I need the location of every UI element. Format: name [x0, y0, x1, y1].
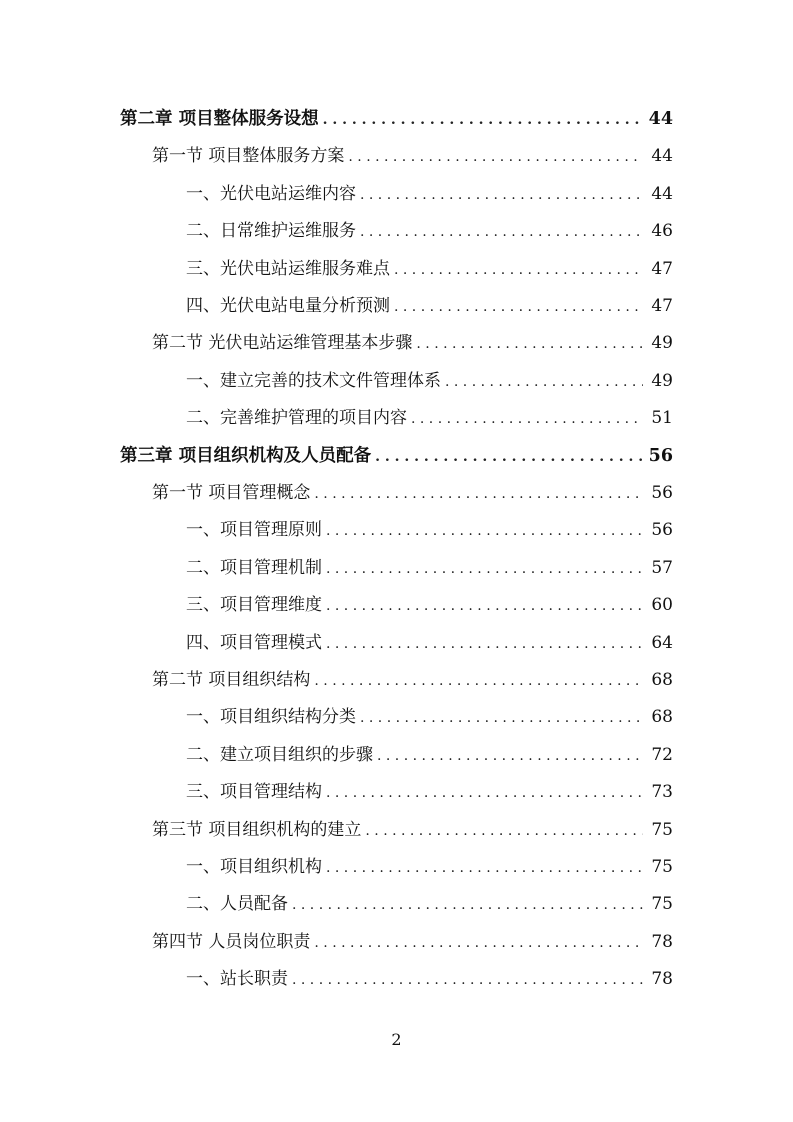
toc-entry[interactable]: [186, 292, 673, 320]
toc-page-number: 56: [648, 445, 673, 466]
toc-page-number: 47: [651, 296, 673, 316]
toc-entry[interactable]: [186, 404, 673, 432]
toc-title: 二、项目管理机制: [186, 557, 322, 578]
toc-title: 一、项目组织机构: [186, 857, 322, 877]
leader-dots: [348, 143, 643, 171]
toc-title: 三、项目管理结构: [186, 782, 322, 803]
toc-entry[interactable]: [186, 741, 673, 769]
leader-dots: [326, 555, 643, 583]
leader-dots: [360, 218, 643, 246]
toc-entry[interactable]: [186, 778, 673, 806]
toc-title: 第三节 项目组织机构的建立: [152, 819, 362, 840]
leader-dots: [411, 405, 643, 433]
toc-title: 一、光伏电站运维内容: [186, 183, 356, 204]
toc-entry[interactable]: [186, 180, 673, 208]
toc-page-number: 44: [648, 109, 673, 129]
leader-dots: [360, 181, 643, 209]
toc-page-number: 68: [651, 670, 673, 690]
toc-entry[interactable]: [186, 217, 673, 245]
toc-entry[interactable]: [152, 816, 673, 844]
toc-page-number: 49: [651, 370, 673, 391]
leader-dots: [360, 704, 643, 732]
toc-entry[interactable]: [186, 554, 673, 582]
toc-page-number: 64: [651, 632, 673, 653]
toc-page-number: 44: [651, 146, 673, 167]
toc-title: 三、项目管理维度: [186, 595, 322, 616]
toc-title: 二、日常维护运维服务: [186, 221, 356, 242]
toc-entry[interactable]: [186, 516, 673, 544]
toc-page-number: 44: [651, 183, 673, 204]
toc-title: 四、项目管理模式: [186, 632, 322, 653]
leader-dots: [416, 330, 643, 358]
toc-entry[interactable]: [120, 105, 673, 133]
toc-page-number: 56: [651, 483, 673, 503]
toc-page-number: 73: [651, 782, 673, 803]
toc-page-number: 49: [651, 333, 673, 354]
toc-page-number: 57: [651, 557, 673, 578]
toc-entry[interactable]: [152, 666, 673, 694]
toc-title: 一、项目组织结构分类: [186, 707, 356, 728]
leader-dots: [394, 293, 643, 321]
toc-title: 第一节 项目整体服务方案: [152, 146, 345, 167]
toc-entry[interactable]: [186, 367, 673, 395]
toc-title: 四、光伏电站电量分析预测: [186, 296, 390, 316]
toc-title: 第四节 人员岗位职责: [152, 931, 311, 952]
page-number: 2: [391, 1030, 402, 1049]
leader-dots: [445, 368, 643, 396]
leader-dots: [326, 592, 643, 620]
toc-entry[interactable]: [152, 479, 673, 507]
leader-dots: [326, 630, 643, 658]
toc-entry[interactable]: [152, 329, 673, 357]
toc-entry[interactable]: [120, 442, 673, 470]
toc-title: 第三章 项目组织机构及人员配备: [120, 445, 372, 466]
toc-page-number: 78: [651, 969, 673, 990]
leader-dots: [326, 517, 643, 545]
leader-dots: [326, 779, 643, 807]
toc-entry[interactable]: [186, 890, 673, 918]
toc-page-number: 78: [651, 931, 673, 952]
leader-dots: [375, 443, 643, 471]
toc-title: 二、完善维护管理的项目内容: [186, 408, 407, 429]
leader-dots: [323, 106, 643, 134]
leader-dots: [292, 966, 643, 994]
leader-dots: [292, 891, 643, 919]
toc-title: 第二节 光伏电站运维管理基本步骤: [152, 333, 413, 354]
leader-dots: [314, 667, 643, 695]
leader-dots: [377, 742, 643, 770]
toc-page-number: 60: [651, 595, 673, 616]
toc-title: 二、建立项目组织的步骤: [186, 744, 373, 765]
toc-title: 二、人员配备: [186, 894, 288, 915]
leader-dots: [394, 256, 643, 284]
leader-dots: [314, 480, 643, 508]
toc-title: 一、项目管理原则: [186, 520, 322, 541]
toc-page-number: 68: [651, 707, 673, 728]
toc-title: 三、光伏电站运维服务难点: [186, 258, 390, 279]
toc-page-number: 46: [651, 221, 673, 242]
toc-entry[interactable]: [152, 142, 673, 170]
toc-entry[interactable]: [186, 629, 673, 657]
toc-entry[interactable]: [186, 591, 673, 619]
toc-entry[interactable]: [186, 853, 673, 881]
toc-page-number: 56: [651, 520, 673, 541]
leader-dots: [314, 929, 643, 957]
toc-title: 第一节 项目管理概念: [152, 483, 311, 503]
toc-page-number: 51: [651, 408, 673, 429]
toc-title: 一、站长职责: [186, 969, 288, 990]
toc-page-number: 75: [651, 894, 673, 915]
leader-dots: [326, 854, 643, 882]
toc-entry[interactable]: [152, 928, 673, 956]
toc-page-number: 75: [651, 819, 673, 840]
toc-title: 第二节 项目组织结构: [152, 670, 311, 690]
toc-page-number: 72: [651, 744, 673, 765]
toc-entry[interactable]: [186, 703, 673, 731]
toc-page-number: 75: [651, 857, 673, 877]
toc-title: 第二章 项目整体服务设想: [120, 109, 319, 129]
toc-entry[interactable]: [186, 965, 673, 993]
toc-page-number: 47: [651, 258, 673, 279]
leader-dots: [365, 817, 643, 845]
toc-entry[interactable]: [186, 255, 673, 283]
toc-title: 一、建立完善的技术文件管理体系: [186, 370, 441, 391]
